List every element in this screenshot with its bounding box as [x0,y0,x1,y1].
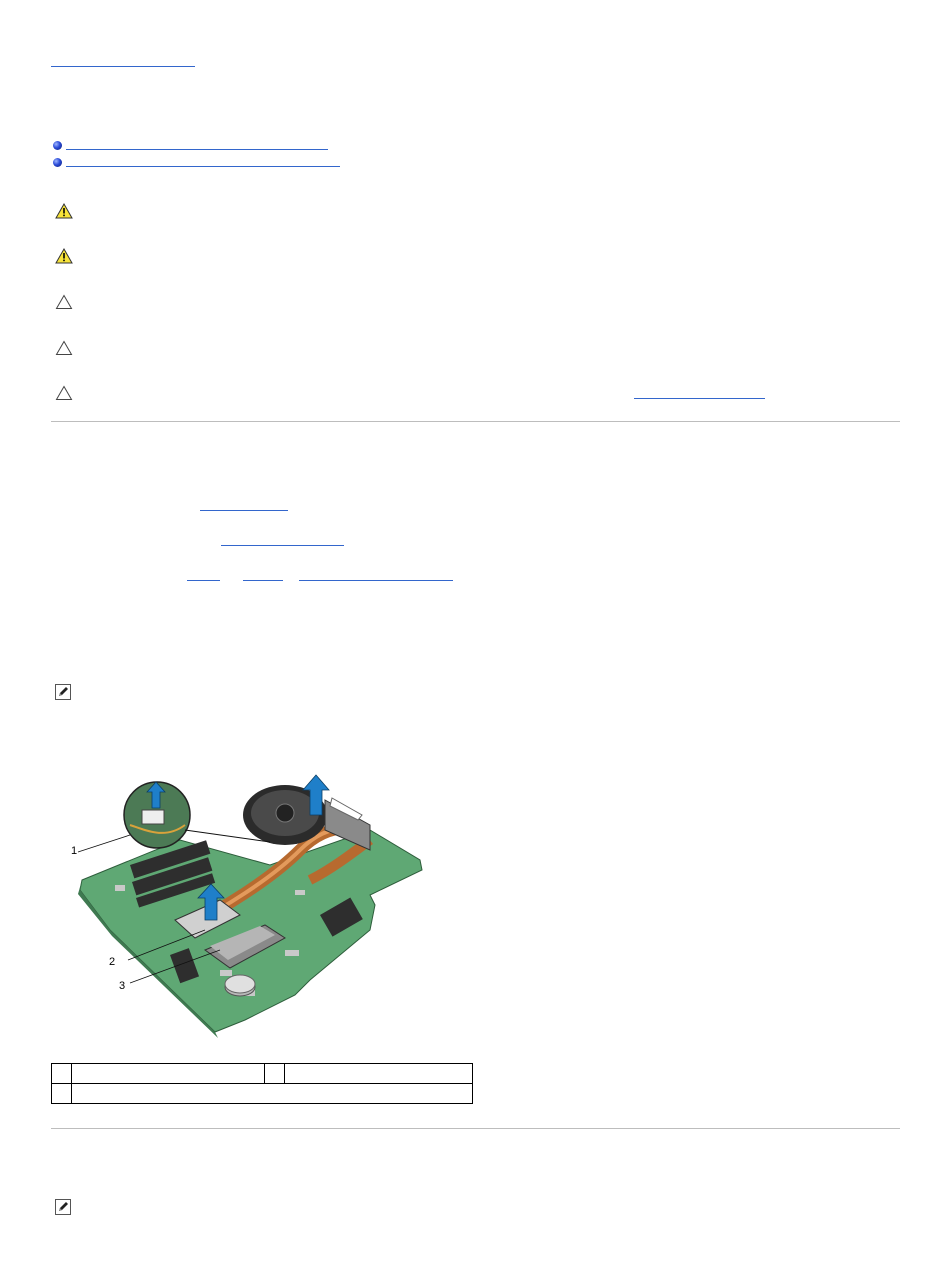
table-cell [52,1064,72,1084]
callout-number: 1 [71,845,78,857]
heatsink-figure [70,770,430,1040]
step-link-3b[interactable] [243,580,283,581]
note-icon [55,684,71,700]
table-row [52,1064,473,1084]
bullet-icon [53,158,62,167]
section-divider [51,421,900,422]
step-link-2[interactable] [221,545,344,546]
toc-link-replacing[interactable] [66,166,340,167]
back-to-contents-link[interactable] [51,66,195,67]
warning-icon [55,248,73,264]
table-cell [285,1064,473,1084]
table-cell [72,1064,265,1084]
caution-icon [55,385,73,401]
caution-link[interactable] [634,398,765,399]
table-cell [265,1064,285,1084]
callout-table [51,1063,473,1104]
table-cell [52,1084,72,1104]
table-cell [72,1084,473,1104]
section-divider [51,1128,900,1129]
caution-icon [55,340,73,356]
step-link-3c[interactable] [299,580,453,581]
callout-number: 2 [109,956,116,968]
warning-icon [55,203,73,219]
note-icon [55,1199,71,1215]
callout-number: 3 [119,980,126,992]
bullet-icon [53,141,62,150]
caution-icon [55,294,73,310]
step-link-1[interactable] [200,510,288,511]
step-link-3a[interactable] [187,580,220,581]
table-row [52,1084,473,1104]
toc-link-removing[interactable] [66,149,328,150]
